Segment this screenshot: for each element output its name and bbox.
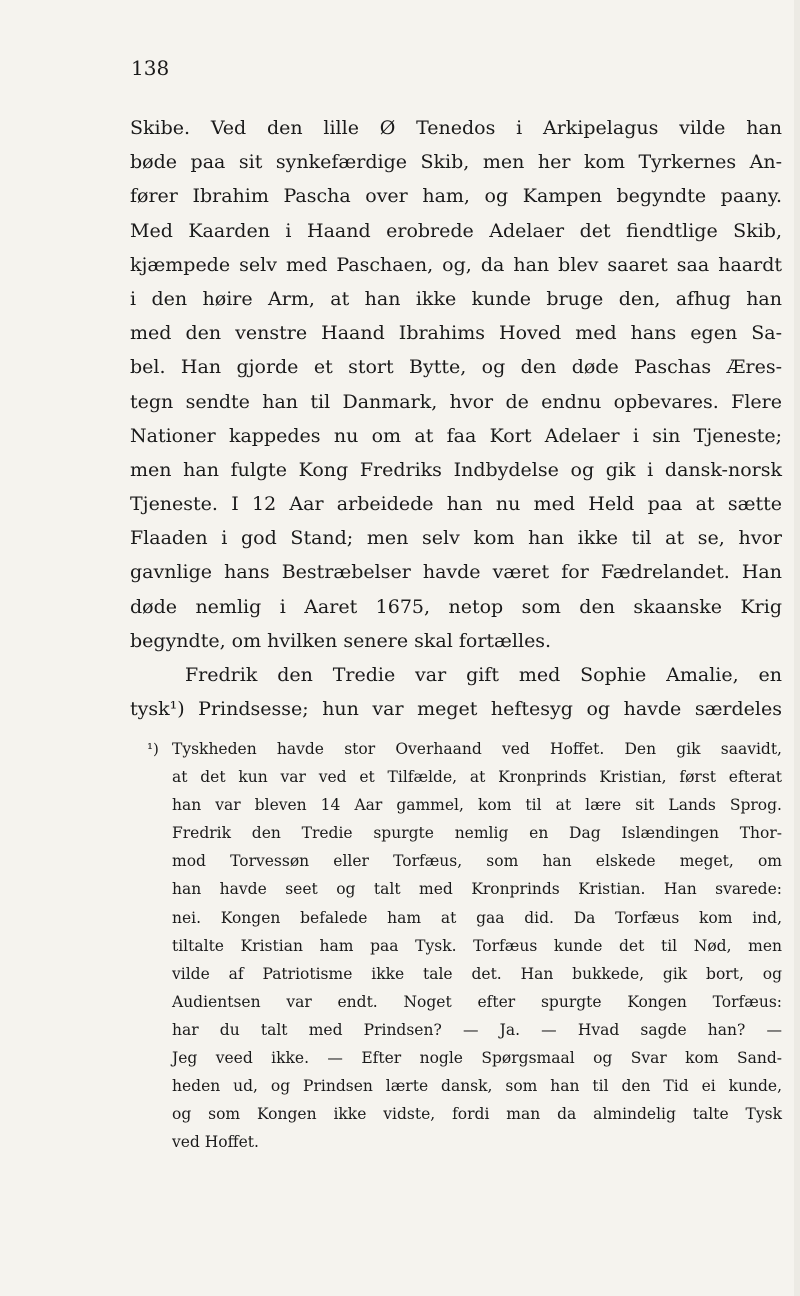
- footnote-line: ved Hoffet.: [172, 1133, 259, 1152]
- text-line: Skibe. Ved den lille Ø Tenedos i Arkipelagus vilde han: [130, 117, 782, 139]
- footnote-line: nei. Kongen befalede ham at gaa did. Da Torfæus kom ind,: [172, 908, 782, 927]
- footnote-line: Fredrik den Tredie spurgte nemlig en Dag Islændingen Thor-: [172, 824, 782, 843]
- footnote-line: Tyskheden havde stor Overhaand ved Hoffet. Den gik saavidt,: [172, 740, 782, 758]
- footnote-line: han var bleven 14 Aar gammel, kom til at lære sit Lands Sprog.: [172, 796, 782, 815]
- text-line: tysk¹) Prindsesse; hun var meget heftesyg og havde særdeles: [130, 698, 782, 721]
- text-line: men han fulgte Kong Fredriks Indbydelse og gik i dansk-norsk: [130, 458, 782, 481]
- text-line: Tjeneste. I 12 Aar arbeidede han nu med Held paa at sætte: [130, 493, 782, 516]
- text-line: begyndte, om hvilken senere skal fortælles.: [130, 629, 552, 652]
- text-line: kjæmpede selv med Paschaen, og, da han blev saaret saa haardt: [130, 253, 782, 276]
- text-line: Med Kaarden i Haand erobrede Adelaer det fiendtlige Skib,: [130, 219, 782, 242]
- text-line: med den venstre Haand Ibrahims Hoved med hans egen Sa-: [130, 322, 782, 345]
- page-number: 138: [131, 56, 170, 80]
- footnote-marker: ¹): [147, 740, 159, 758]
- text-line: bel. Han gjorde et stort Bytte, og den døde Paschas Æres-: [130, 356, 782, 379]
- footnote-line: og som Kongen ikke vidste, fordi man da almindelig talte Tysk: [172, 1105, 782, 1124]
- footnote-line: vilde af Patriotisme ikke tale det. Han bukkede, gik bort, og: [172, 964, 782, 983]
- text-line: Flaaden i god Stand; men selv kom han ikke til at se, hvor: [130, 527, 782, 550]
- text-line: tegn sendte han til Danmark, hvor de endnu opbevares. Flere: [130, 390, 782, 413]
- text-line: Fredrik den Tredie var gift med Sophie Amalie, en: [185, 664, 782, 686]
- footnote-line: at det kun var ved et Tilfælde, at Kronprinds Kristian, først efterat: [172, 768, 782, 787]
- footnote-line: Jeg veed ikke. — Efter nogle Spørgsmaal og Svar kom Sand-: [172, 1049, 782, 1068]
- text-line: døde nemlig i Aaret 1675, netop som den skaanske Krig: [130, 595, 782, 618]
- main-text: [130, 111, 782, 726]
- footnote-line: heden ud, og Prindsen lærte dansk, som han til den Tid ei kunde,: [172, 1077, 782, 1096]
- footnote-text: [172, 735, 782, 1156]
- text-line: gavnlige hans Bestræbelser havde været for Fædrelandet. Han: [130, 561, 782, 584]
- footnote-line: han havde seet og talt med Kronprinds Kristian. Han svarede:: [172, 880, 782, 899]
- footnote-line: Audientsen var endt. Noget efter spurgte Kongen Torfæus:: [172, 992, 782, 1011]
- text-line: Nationer kappedes nu om at faa Kort Adelaer i sin Tjeneste;: [130, 424, 782, 447]
- text-line: i den høire Arm, at han ikke kunde bruge den, afhug han: [130, 287, 782, 310]
- text-line: bøde paa sit synkefærdige Skib, men her kom Tyrkernes An-: [130, 151, 782, 174]
- footnote-line: tiltalte Kristian ham paa Tysk. Torfæus kunde det til Nød, men: [172, 936, 782, 955]
- text-line: fører Ibrahim Pascha over ham, og Kampen begyndte paany.: [130, 185, 782, 208]
- footnote-line: har du talt med Prindsen? — Ja. — Hvad sagde han? —: [172, 1020, 782, 1039]
- footnote-line: mod Torvessøn eller Torfæus, som han elskede meget, om: [172, 852, 782, 871]
